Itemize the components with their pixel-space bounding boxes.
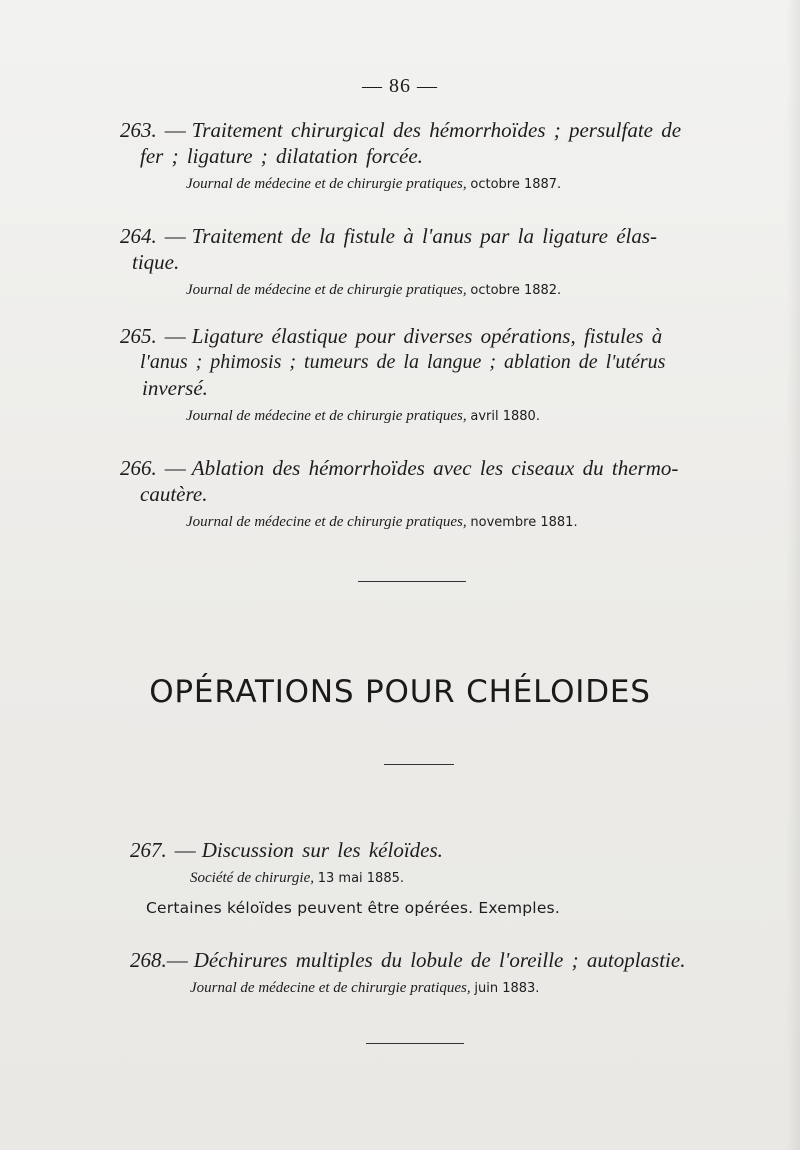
- entry-title: [120, 455, 720, 481]
- entry-title-continuation: [120, 481, 720, 507]
- entry-title-continuation: [120, 249, 720, 275]
- entry-title-line-2: fer ; ligature ; dilatation forcée.: [140, 144, 423, 168]
- entry-title-line-2: cautère.: [140, 482, 208, 506]
- source-date: juin 1883.: [474, 981, 540, 996]
- entry-source: [120, 406, 730, 427]
- source-name: Journal de médecine et de chirurgie pratiques,: [186, 408, 467, 424]
- source-name: Journal de médecine et de chirurgie pratiques,: [186, 514, 467, 530]
- source-date: 13 mai 1885.: [317, 871, 404, 886]
- bibliography-entry-265: [120, 323, 730, 427]
- bibliography-entry-266: [120, 455, 720, 533]
- entry-note: Certaines kéloïdes peuvent être opérées. Exemples.: [146, 899, 560, 917]
- entry-title-text: Discussion sur les kéloïdes.: [201, 838, 443, 862]
- entry-source: [120, 512, 720, 533]
- entry-number: 263.: [120, 118, 157, 142]
- page-number: — 86 —: [362, 75, 438, 97]
- source-date: novembre 1881.: [470, 515, 578, 530]
- entry-title: [120, 117, 720, 143]
- entry-source: [130, 978, 730, 999]
- entry-title: [130, 837, 690, 863]
- entry-title-line-1: Ablation des hémorrhoïdes avec les ciseaux du thermo-: [191, 456, 679, 480]
- entry-number: 265.: [120, 324, 157, 348]
- entry-title: [120, 223, 720, 249]
- source-name: Journal de médecine et de chirurgie pratiques,: [186, 176, 467, 192]
- source-name: Journal de médecine et de chirurgie pratiques,: [190, 980, 471, 996]
- bibliography-entry-267: [130, 837, 690, 917]
- entry-number: 264.: [120, 224, 157, 248]
- entry-title-line-1: Ligature élastique pour diverses opérations, fistules à: [191, 324, 663, 348]
- entry-dash: —: [174, 838, 196, 862]
- entry-title-continuation: [120, 143, 720, 169]
- entry-number: 266.: [120, 456, 157, 480]
- source-name: Société de chirurgie,: [190, 870, 314, 886]
- entry-title-line-3: inversé.: [142, 376, 208, 400]
- entry-title-continuation: [120, 349, 730, 375]
- section-heading: OPÉRATIONS POUR CHÉLOIDES: [149, 674, 651, 710]
- divider-rule: [358, 581, 466, 582]
- source-date: octobre 1887.: [470, 177, 562, 192]
- entry-source: [120, 174, 720, 195]
- entry-dash: —: [164, 324, 186, 348]
- entry-title: [130, 947, 730, 973]
- divider-rule: [384, 764, 454, 765]
- entry-title-text: Déchirures multiples du lobule de l'oreille ; autoplastie.: [193, 948, 686, 972]
- entry-title-line-1: Traitement de la fistule à l'anus par la ligature élas-: [191, 224, 658, 248]
- source-name: Journal de médecine et de chirurgie pratiques,: [186, 282, 467, 298]
- source-date: octobre 1882.: [470, 283, 562, 298]
- entry-title-line-2: tique.: [132, 250, 180, 274]
- page-edge-shadow: [786, 0, 800, 1150]
- entry-title-line-1: Traitement chirurgical des hémorrhoïdes ; persulfate de: [191, 118, 682, 142]
- bibliography-entry-264: [120, 223, 720, 301]
- bibliography-entry-268: [130, 947, 730, 999]
- bibliography-entry-263: [120, 117, 720, 195]
- entry-number: 268.: [130, 948, 167, 972]
- entry-title-line-2: l'anus ; phimosis ; tumeurs de la langue ; ablation de l'utérus: [140, 351, 666, 373]
- entry-source: [130, 868, 690, 889]
- entry-dash: —: [164, 224, 186, 248]
- entry-number: 267.: [130, 838, 167, 862]
- entry-source: [120, 280, 720, 301]
- entry-dash: —: [164, 118, 186, 142]
- entry-dash: —: [166, 948, 188, 972]
- entry-dash: —: [164, 456, 186, 480]
- entry-title: [120, 323, 730, 349]
- entry-title-continuation: [120, 375, 730, 401]
- divider-rule: [366, 1043, 464, 1044]
- source-date: avril 1880.: [470, 409, 540, 424]
